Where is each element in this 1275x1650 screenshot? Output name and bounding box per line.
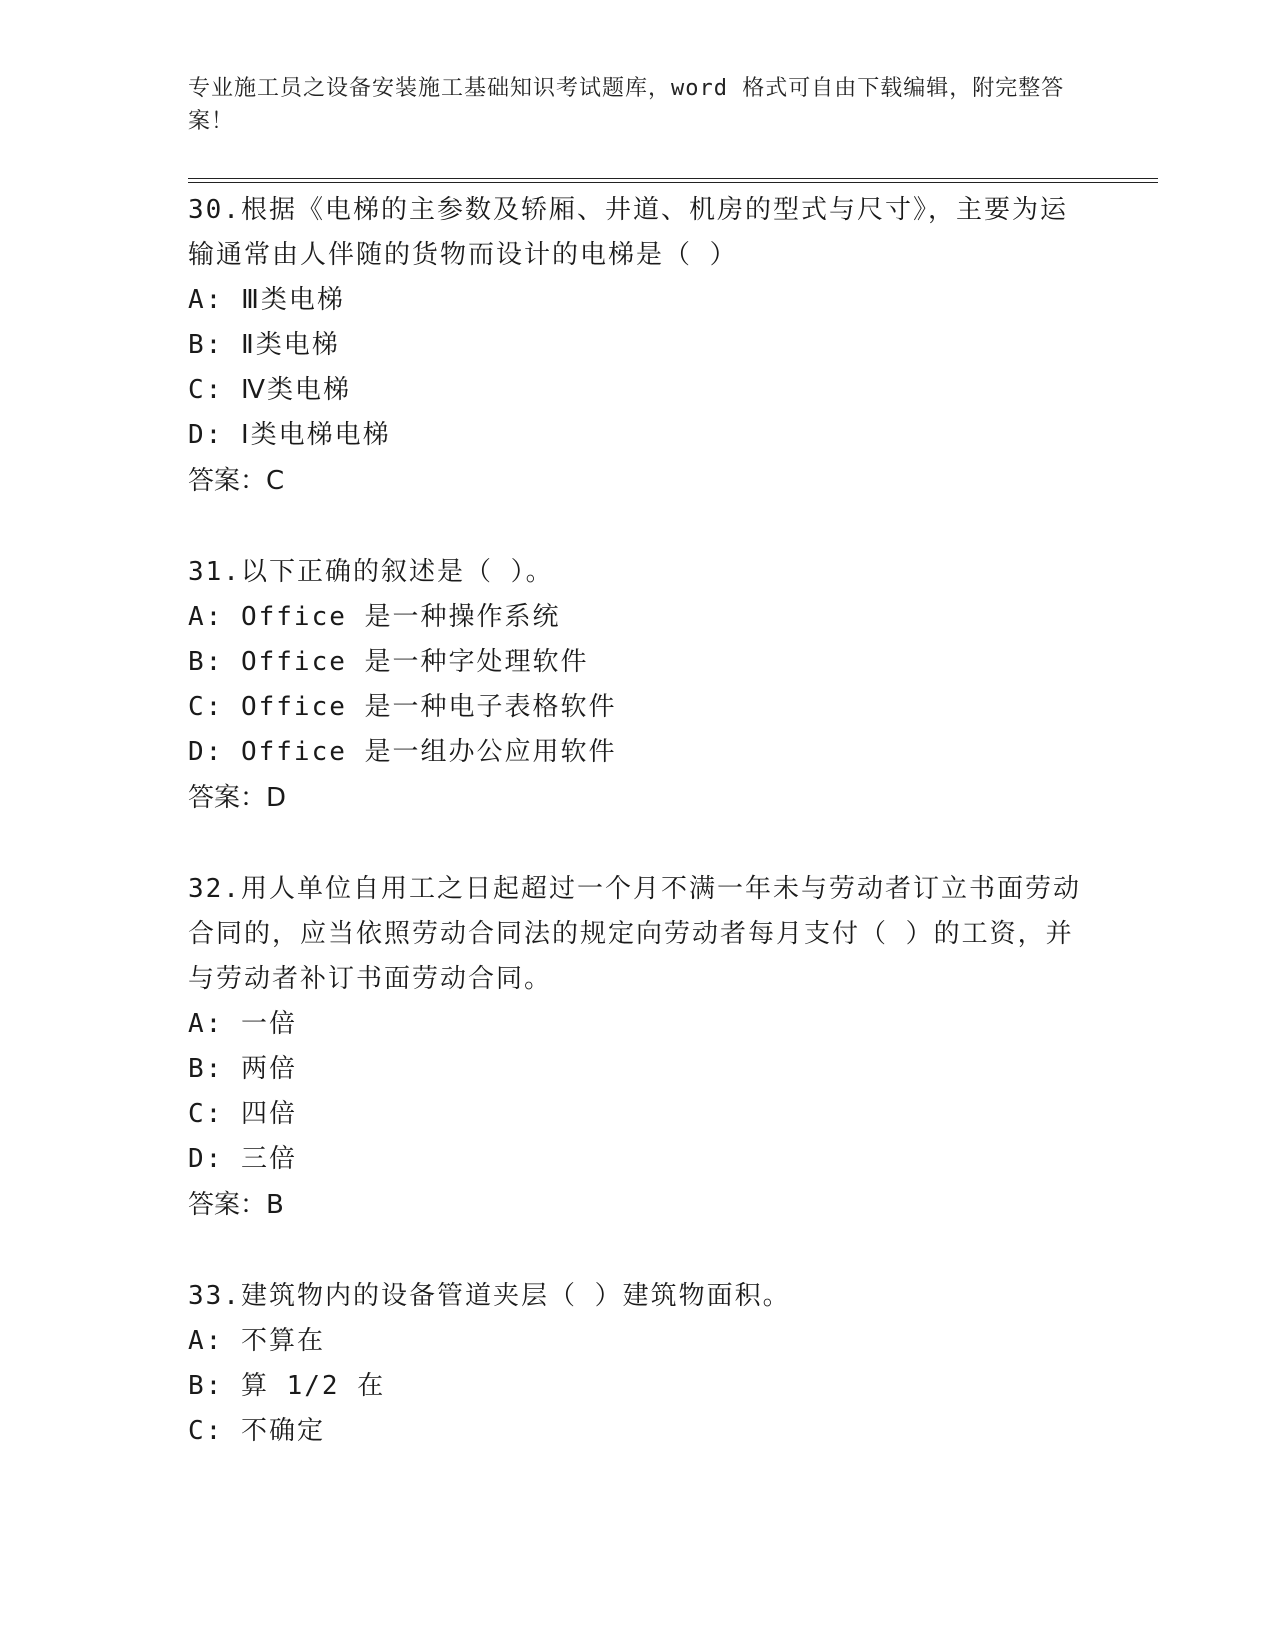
question-31 — [188, 550, 1088, 821]
option-b: B: 两倍 — [188, 1054, 297, 1084]
answer: 答案：B — [188, 1190, 284, 1220]
question-stem: 33.建筑物内的设备管道夹层（ ）建筑物面积。 — [188, 1281, 791, 1311]
option-c: C: 不确定 — [188, 1416, 325, 1446]
option-a: A: 一倍 — [188, 1009, 297, 1039]
option-c: C: Office 是一种电子表格软件 — [188, 692, 617, 722]
question-30 — [188, 188, 1088, 504]
question-stem: 32.用人单位自用工之日起超过一个月不满一年未与劳动者订立书面劳动合同的，应当依照劳动合同法的规定向劳动者每月支付（ ）的工资，并与劳动者补订书面劳动合同。 — [188, 874, 1081, 994]
option-c: C: 四倍 — [188, 1099, 297, 1129]
document-header: 专业施工员之设备安装施工基础知识考试题库，word 格式可自由下载编辑，附完整答案！ — [188, 76, 1065, 134]
option-a: A: 不算在 — [188, 1326, 325, 1356]
option-d: D: 三倍 — [188, 1144, 297, 1174]
answer: 答案：C — [188, 466, 285, 496]
option-a: A: Office 是一种操作系统 — [188, 602, 561, 632]
question-stem: 31.以下正确的叙述是（ ）。 — [188, 557, 554, 587]
option-c: C: Ⅳ类电梯 — [188, 375, 351, 405]
question-stem: 30.根据《电梯的主参数及轿厢、井道、机房的型式与尺寸》，主要为运输通常由人伴随的货物而设计的电梯是（ ） — [188, 195, 1068, 270]
question-32 — [188, 867, 1088, 1228]
question-33 — [188, 1274, 1088, 1454]
option-b: B: 算 1/2 在 — [188, 1371, 386, 1401]
option-b: B: Office 是一种字处理软件 — [188, 647, 589, 677]
option-d: D: Ⅰ类电梯电梯 — [188, 420, 391, 450]
option-a: A: Ⅲ类电梯 — [188, 285, 345, 315]
option-b: B: Ⅱ类电梯 — [188, 330, 340, 360]
question-list — [188, 188, 1088, 1500]
option-d: D: Office 是一组办公应用软件 — [188, 737, 617, 767]
answer: 答案：D — [188, 783, 287, 813]
header-double-rule — [188, 178, 1158, 183]
